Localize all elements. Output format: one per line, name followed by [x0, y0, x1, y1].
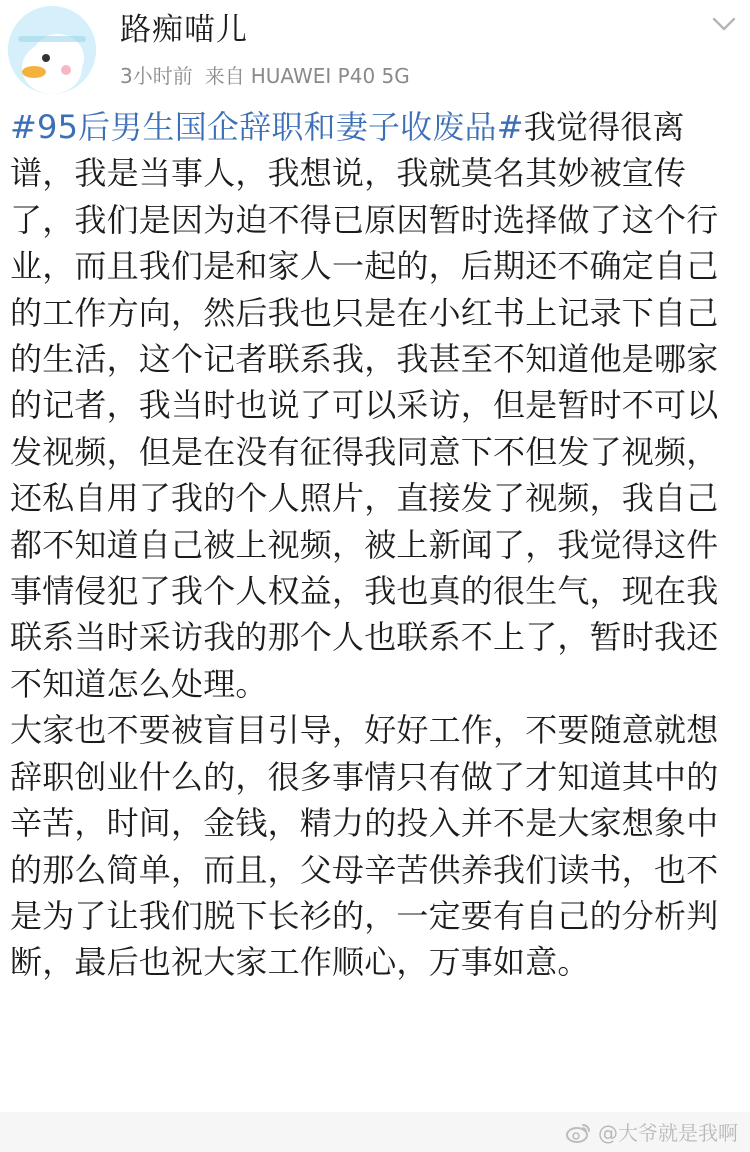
- source-prefix: 来自: [204, 64, 245, 88]
- paragraph-2: 大家也不要被盲目引导，好好工作，不要随意就想辞职创业什么的，很多事情只有做了才知道其中的辛苦，时间，金钱，精力的投入并不是大家想象中的那么简单，而且，父母辛苦供养我们读书，也不是为了让我们脱下长衫的，一定要有自己的分析判断，最后也祝大家工作顺心，万事如意。: [10, 711, 719, 982]
- paragraph-1: [10, 104, 742, 707]
- post-body: [10, 104, 742, 986]
- post-meta: [120, 62, 410, 90]
- post-header: [0, 0, 750, 104]
- avatar[interactable]: [8, 6, 96, 94]
- paragraph-1-text: 我觉得很离谱，我是当事人，我想说，我就莫名其妙被宣传了，我们是因为迫不得已原因暂时选择做了这个行业，而且我们是和家人一起的，后期还不确定自己的工作方向，然后我也只是在小红书上记录下自己的生活，这个记者联系我，我甚至不知道他是哪家的记者，我当时也说了可以采访，但是暂时不可以发视频，但是在没有征得我同意下不但发了视频，还私自用了我的个人照片，直接发了视频，我自己都不知道自己被上视频，被上新闻了，我觉得这件事情侵犯了我个人权益，我也真的很生气，现在我联系当时采访我的那个人也联系不上了，暂时我还不知道怎么处理。: [10, 108, 719, 703]
- device-name[interactable]: HUAWEI P40 5G: [250, 64, 410, 88]
- watermark-text: @大爷就是我啊: [598, 1121, 738, 1145]
- watermark: [566, 1120, 738, 1146]
- post-time: 3小时前: [120, 64, 193, 88]
- weibo-logo-icon: [566, 1122, 592, 1144]
- more-chevron-button[interactable]: [708, 10, 740, 38]
- chevron-down-icon: [708, 10, 740, 38]
- cartoon-duck-avatar-icon: [8, 6, 96, 94]
- username[interactable]: 路痴喵儿: [120, 12, 248, 48]
- topic-link[interactable]: #95后男生国企辞职和妻子收废品#: [10, 108, 524, 146]
